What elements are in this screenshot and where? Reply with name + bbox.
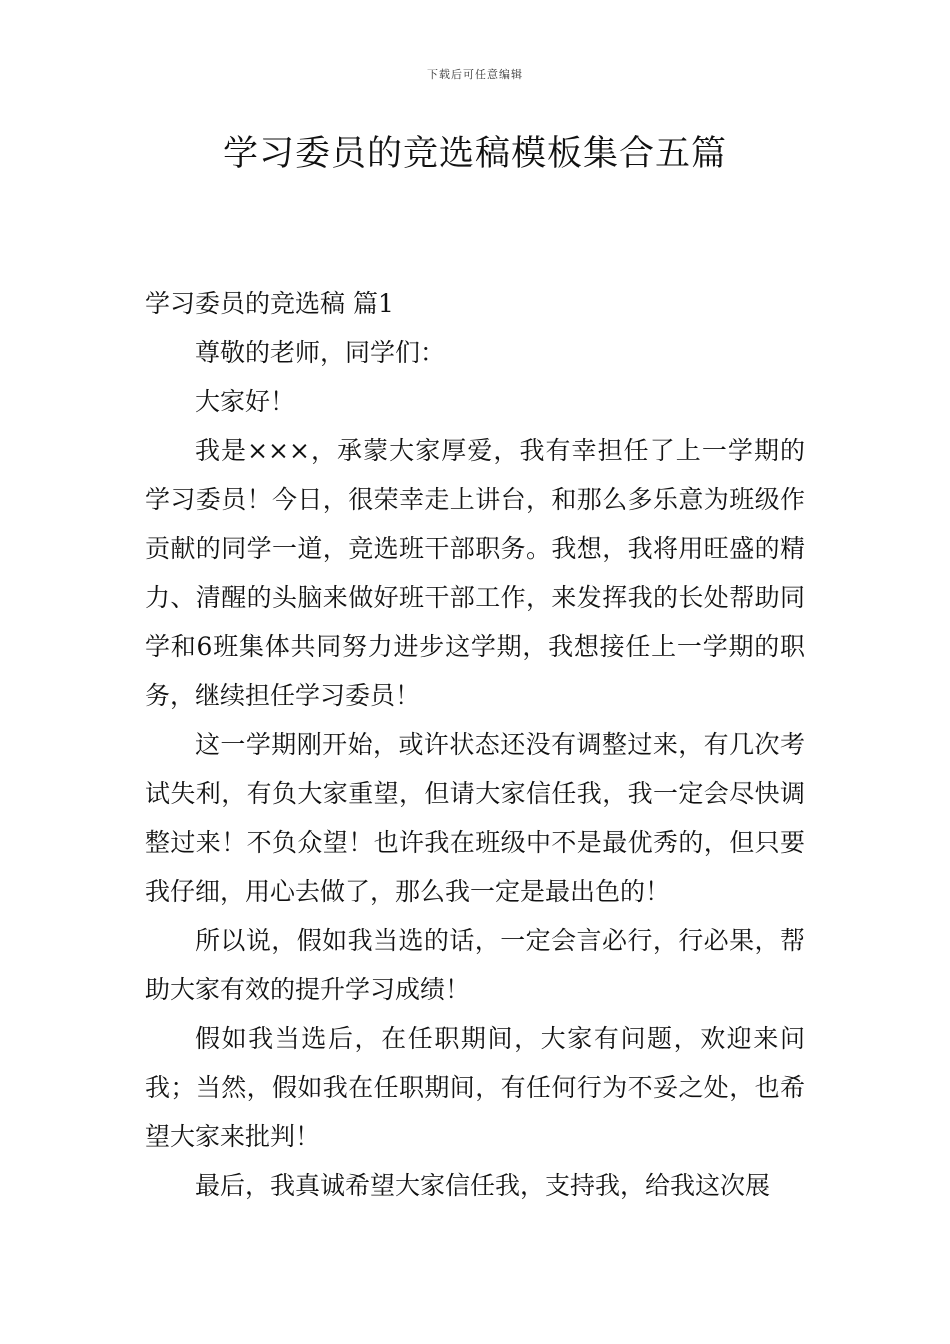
paragraph-closing: 最后，我真诚希望大家信任我，支持我，给我这次展: [195, 1171, 771, 1200]
paragraph-greeting: 尊敬的老师，同学们：: [195, 338, 446, 367]
document-title: 学习委员的竞选稿模板集合五篇: [222, 134, 727, 174]
paragraph-introduction: 我是×××，承蒙大家厚爱，我有幸担任了上一学期的学习委员！今日，很荣幸走上讲台，和那么多乐意为班级作贡献的同学一道，竞选班干部职务。我想，我将用旺盛的精力、清醒的头脑来做好班干部工作，来发挥我的长处帮助同学和6班集体共同努力进步这学期，我想接任上一学期的职务，继续担任学习委员！: [145, 436, 805, 710]
section-heading: 学习委员的竞选稿 篇1: [145, 289, 394, 318]
paragraph-promise: 所以说，假如我当选的话，一定会言必行，行必果，帮助大家有效的提升学习成绩！: [145, 926, 805, 1004]
document-body: [145, 279, 805, 1210]
header-note: 下载后可任意编辑: [427, 68, 523, 81]
paragraph-feedback: 假如我当选后，在任职期间，大家有问题，欢迎来问我；当然，假如我在任职期间，有任何行为不妥之处，也希望大家来批判！: [145, 1024, 805, 1151]
paragraph-reflection: 这一学期刚开始，或许状态还没有调整过来，有几次考试失利，有负大家重望，但请大家信任我，我一定会尽快调整过来！不负众望！也许我在班级中不是最优秀的，但只要我仔细，用心去做了，那么我一定是最出色的！: [145, 730, 805, 906]
paragraph-hello: 大家好！: [195, 387, 296, 416]
